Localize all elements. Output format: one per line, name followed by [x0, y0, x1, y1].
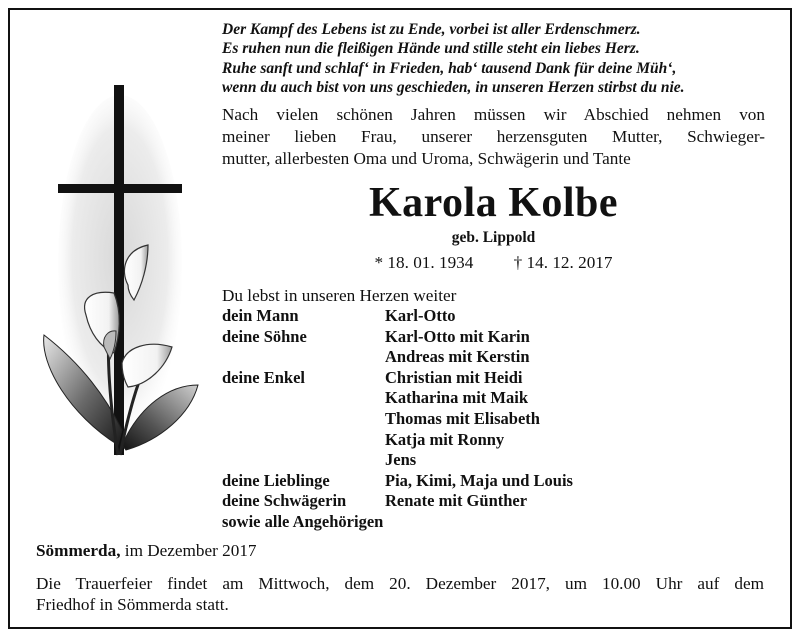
relation-label: sowie alle Angehörigen: [222, 511, 384, 531]
announcement-text: [222, 104, 765, 170]
relation-label: [222, 347, 385, 368]
place-and-date: [36, 541, 257, 561]
deceased-name: Karola Kolbe: [368, 180, 619, 226]
place-month: im Dezember 2017: [120, 541, 257, 560]
relation-label: deine Schwägerin: [222, 491, 347, 511]
announcement-line: meiner lieben Frau, unserer herzensguten Mutter, Schwieger-: [222, 127, 765, 146]
relation-label: [222, 409, 385, 430]
life-dates: [222, 252, 765, 274]
relation-label: deine Söhne: [222, 326, 307, 346]
mourner-names: Jens: [385, 450, 417, 470]
mourner-row: [222, 327, 573, 348]
mourner-names: Andreas mit Kerstin: [385, 347, 530, 367]
mourner-names: Katja mit Ronny: [385, 429, 505, 449]
mourner-row: [222, 306, 573, 327]
verse-line: Es ruhen nun die fleißigen Hände und stille steht ein liebes Herz.: [222, 40, 640, 58]
mourners-list: [222, 306, 573, 533]
mourner-row: [222, 471, 573, 492]
announcement-line: mutter, allerbesten Oma und Uroma, Schwägerin und Tante: [222, 149, 631, 168]
birth-name: geb. Lippold: [451, 229, 536, 246]
relation-label: [222, 450, 385, 471]
cross-horizontal-beam: [58, 184, 182, 193]
mourner-row: [222, 347, 573, 368]
funeral-line: Die Trauerfeier findet am Mittwoch, dem 20. Dezember 2017, um 10.00 Uhr auf dem: [36, 574, 764, 593]
mourner-row: [222, 409, 573, 430]
place-city: Sömmerda,: [36, 541, 121, 560]
mourner-names: Renate mit Günther: [385, 491, 528, 511]
mourner-names: Thomas mit Elisabeth: [385, 408, 540, 428]
relation-label: [222, 388, 385, 409]
funeral-line: Friedhof in Sömmerda statt.: [36, 595, 229, 614]
announcement-line: Nach vielen schönen Jahren müssen wir Abschied nehmen von: [222, 105, 765, 124]
relation-label: dein Mann: [222, 306, 299, 325]
mourner-names: Christian mit Heidi: [385, 367, 523, 387]
cross-and-calla-lilies-illustration: [30, 85, 220, 475]
mourner-names: Karl-Otto: [385, 306, 456, 325]
memorial-verse: [222, 20, 767, 97]
funeral-notice: [36, 573, 764, 615]
verse-line: Der Kampf des Lebens ist zu Ende, vorbei ist aller Erdenschmerz.: [222, 21, 641, 38]
mourner-row: [222, 512, 573, 533]
mourner-row: [222, 430, 573, 451]
mourner-names: Katharina mit Maik: [385, 388, 528, 408]
farewell-line: Du lebst in unseren Herzen weiter: [222, 286, 457, 305]
mourner-row: [222, 491, 573, 512]
mourner-row: [222, 368, 573, 389]
verse-line: wenn du auch bist von uns geschieden, in unseren Herzen stirbst du nie.: [222, 78, 685, 96]
relation-label: deine Lieblinge: [222, 470, 330, 490]
mourner-row: [222, 450, 573, 471]
mourner-names: Karl-Otto mit Karin: [385, 326, 530, 346]
death-date: † 14. 12. 2017: [513, 253, 613, 272]
mourner-names: Pia, Kimi, Maja und Louis: [385, 470, 573, 490]
relation-label: deine Enkel: [222, 367, 305, 387]
verse-line: Ruhe sanft und schlaf‘ in Frieden, hab‘ tausend Dank für deine Müh‘,: [222, 59, 677, 77]
relation-label: [222, 430, 385, 451]
cross-vertical-beam: [114, 85, 124, 455]
birth-date: * 18. 01. 1934: [374, 253, 474, 272]
mourner-row: [222, 388, 573, 409]
